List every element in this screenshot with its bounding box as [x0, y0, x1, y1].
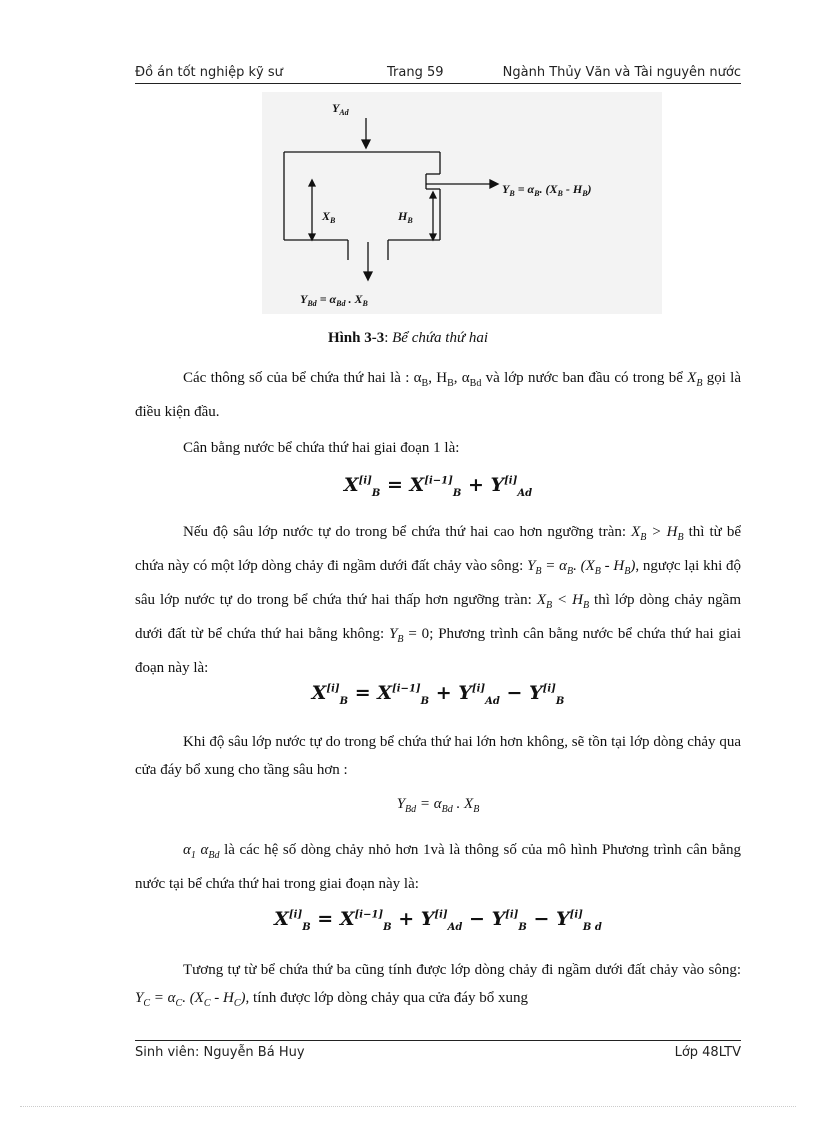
footer-class: Lớp 48LTV: [674, 1045, 741, 1060]
equation-3: $X[i]_B = X[i-1]_B + Y[i]_{Ad} - Y[i]_B - Y[i]_{B d}$: [274, 908, 602, 933]
figure-caption: Hình 3-3: Bể chứa thứ hai: [327, 330, 489, 346]
equation-2: $X[i]_B = X[i-1]_B + Y[i]_{Ad} - Y[i]_B$: [311, 682, 565, 707]
label-xb: $X_B$: [322, 209, 336, 225]
paragraph-overflow-condition: Nếu độ sâu lớp nước tự do trong bể chứa thứ hai cao hơn ngưỡng tràn: $X_B > H_B$ thì từ bể chứa này có một lớp dòng chảy đi ngầm dưới đất chảy vào sông: $Y_B = \alpha_B$. $(X_B - H_B)$, ngược lại khi độ sâu lớp nước tự do trong bể chứa thứ hai thấp hơn ngưỡng tràn: $X_B < H_B$ thì lớp dòng chảy ngầm dưới đất từ bể chứa thứ hai bằng không: $Y_B = 0$; Phương trình cân bằng nước bể chứa thứ hai giai đoạn này là:: [135, 524, 741, 676]
header-right: Ngành Thủy Văn và Tài nguyên nước: [502, 65, 741, 80]
inflow-arrow-head: [362, 140, 370, 148]
label-hb: $H_B$: [398, 209, 413, 225]
paragraph-balance-stage1: Cân bằng nước bể chứa thứ hai giai đoạn 1 là:: [183, 440, 460, 456]
paragraph-deep-flow: Khi độ sâu lớp nước tự do trong bể chứa thứ hai lớn hơn không, sẽ tồn tại lớp dòng chảy qua cửa đáy bổ xung cho tầng sâu hơn :: [135, 734, 741, 778]
paragraph-parameters: Các thông số của bể chứa thứ hai là : $\alpha_B$, $H_B$, $\alpha_{Bd}$ và lớp nước ban đầu có trong bể $X_B$ gọi là điều kiện đầu.: [135, 370, 742, 420]
page-header: [135, 63, 741, 84]
footer-student: Sinh viên: Nguyễn Bá Huy: [135, 1045, 305, 1060]
label-ybd-equation: $Y_{Bd} = \alpha_{Bd}$ . $X_B$: [300, 292, 368, 308]
equation-1: $X[i]_B = X[i-1]_B + Y[i]_{Ad}$: [343, 474, 533, 499]
page-bottom-border: [20, 1106, 796, 1107]
label-yad: $Y_{Ad}$: [332, 101, 349, 117]
caption-number: Hình 3-3: [327, 330, 385, 346]
label-yb-equation: $Y_B = \alpha_B$. $(X_B - H_B)$: [502, 182, 592, 198]
equation-ybd: $Y_{Bd} = \alpha_{Bd}$ . $X_B$: [396, 796, 480, 815]
caption-title: Bể chứa thứ hai: [392, 330, 489, 346]
page-footer: [135, 1040, 741, 1061]
paragraph-coefficients: $\alpha_1$ $\alpha_{Bd}$ là các hệ số dòng chảy nhỏ hơn 1và là thông số của mô hình Phương trình cân bằng nước tại bể chứa thứ hai trong giai đoạn này là:: [135, 842, 742, 892]
reservoir-diagram: [262, 92, 662, 314]
header-left: Đồ án tốt nghiệp kỹ sư: [135, 65, 283, 80]
paragraph-third-reservoir: Tương tự từ bể chứa thứ ba cũng tính được lớp dòng chảy đi ngầm dưới đất chảy vào sông: $Y_C = \alpha_C$. $(X_C - H_C)$, tính được lớp dòng chảy qua cửa đáy bổ xung: [135, 962, 741, 1009]
header-page-number: Trang 59: [387, 65, 444, 80]
reservoir-figure: [262, 92, 662, 314]
